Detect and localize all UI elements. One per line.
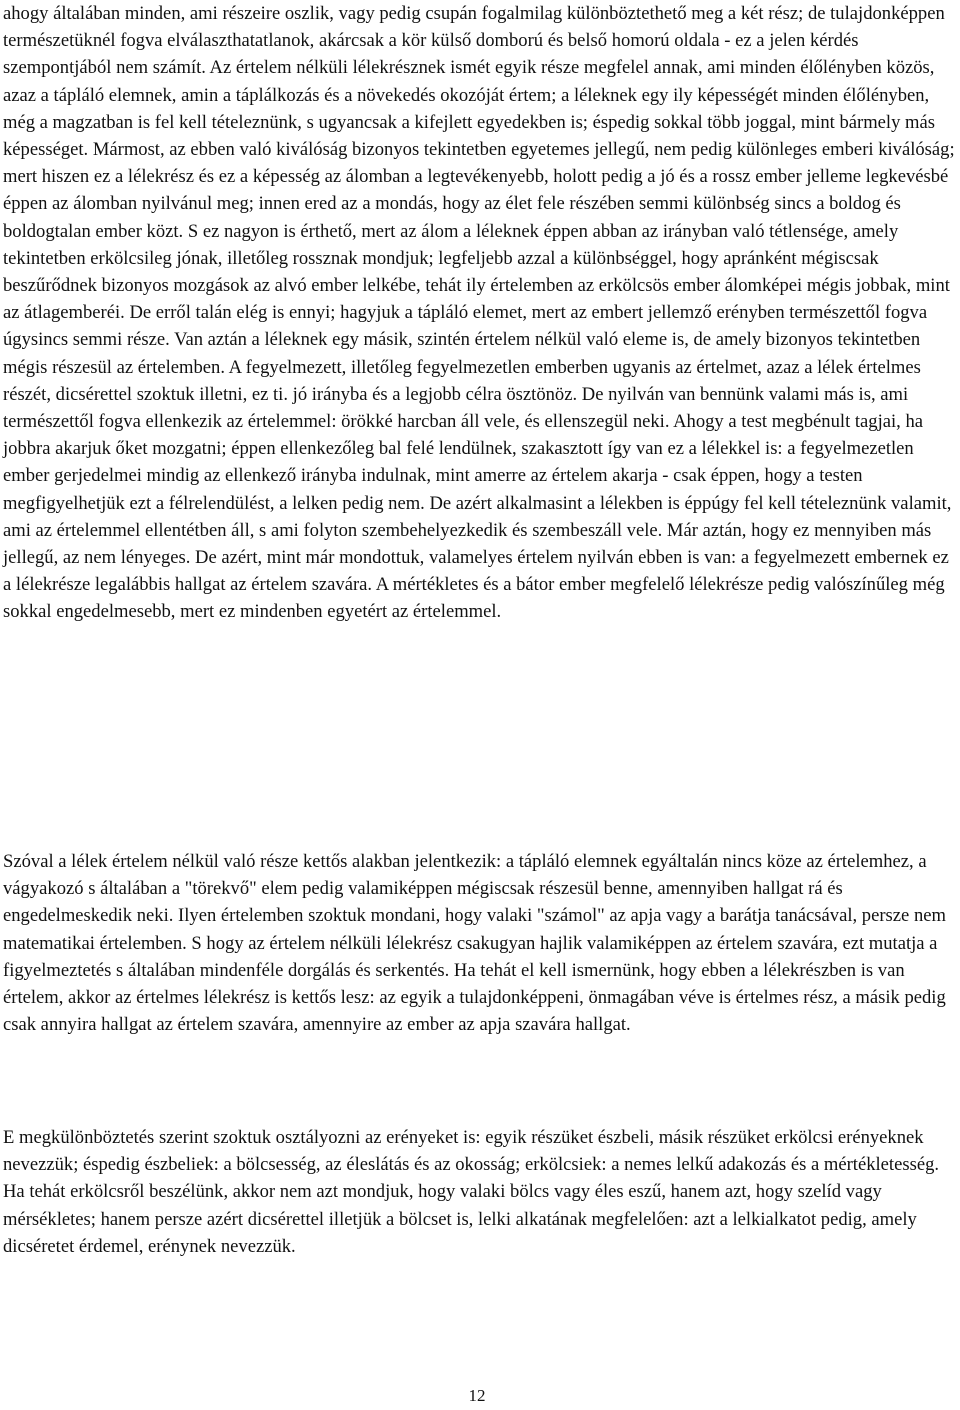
document-page — [3, 0, 955, 1410]
paragraph-1: ahogy általában minden, ami részeire oszlik, vagy pedig csupán fogalmilag különböztethető meg a két rész; de tulajdonképpen természetüknél fogva elválaszthatatlanok, akárcsak a kör külső domború és belső homorú oldala - ez a jelen kérdés szempontjából nem számít. Az értelem nélküli lélekrésznek ismét egyik része megfelel annak, ami minden élőlényben közös, azaz a tápláló elemnek, amin a táplálkozás és a növekedés okozóját értem; a léleknek egy ily képességét minden élőlényben, még a magzatban is fel kell tételeznünk, s ugyancsak a kifejlett egyedekben is; éspedig sokkal több joggal, mint bármely más képességet. Mármost, az ebben való kiválóság bizonyos tekintetben egyetemes jellegű, nem pedig különleges emberi kiválóság; mert hiszen ez a lélekrész és ez a képesség az álomban a legtevékenyebb, holott pedig a jó és a rossz ember jelleme legkevésbé éppen az álomban nyilvánul meg; innen ered az a mondás, hogy az élet fele részében semmi különbség sincs a boldog és boldogtalan ember közt. S ez nagyon is érthető, mert az álom a léleknek éppen abban az irányban való tétlensége, amely tekintetben erkölcsileg jónak, illetőleg rossznak mondjuk; legfeljebb azzal a különbséggel, hogy apránként mégiscsak beszűrődnek bizonyos mozgások az alvó ember lelkébe, tehát ily értelemben az erkölcsös ember álomképei mégis jobbak, mint az átlagemberéi. De erről talán elég is ennyi; hagyjuk a tápláló elemet, mert az embert jellemző erényben természettől fogva úgysincs semmi része. Van aztán a léleknek egy másik, szintén értelem nélkül való eleme is, de amely bizonyos tekintetben mégis részesül az értelemben. A fegyelmezett, illetőleg fegyelmezetlen emberben ugyanis az értelmet, azaz a lélek értelmes részét, dicsérettel szoktuk illetni, ez ti. jó irányba és a legjobb célra ösztönöz. De nyilván van bennünk valami más is, ami természettől fogva ellenkezik az értelemmel: örökké harcban áll vele, és ellenszegül neki. Ahogy a test megbénult tagjai, ha jobbra akarjuk őket mozgatni; éppen ellenkezőleg bal felé lendülnek, szakasztott így van ez a lélekkel is: a fegyelmezetlen ember gerjedelmei mindig az ellenkező irányba indulnak, mint amerre az értelem akarja - csak éppen, hogy a testen megfigyelhetjük ezt a félrelendülést, a lelken pedig nem. De azért alkalmasint a lélekben is éppúgy fel kell tételeznünk valamit, ami az értelemmel ellentétben áll, s ami folyton szembehelyezkedik és szembeszáll vele. Már aztán, hogy ez mennyiben más jellegű, az nem lényeges. De azért, mint már mondottuk, valamelyes értelem nyilván ebben is van: a fegyelmezett embernek ez a lélekrésze legalábbis hallgat az értelem szavára. A mértékletes és a bátor ember megfelelő lélekrésze pedig valószínűleg még sokkal engedelmesebb, mert ez mindenben egyetért az értelemmel. — [3, 3, 955, 623]
page-number: 12 — [468, 1386, 486, 1405]
paragraph-3: E megkülönböztetés szerint szoktuk osztályozni az erényeket is: egyik részüket észbeli, másik részüket erkölcsi erényeknek nevezzük; éspedig észbeliek: a bölcsesség, az éleslátás és az okosság; erkölcsiek: a nemes lelkű adakozás és a mértékletesség. Ha tehát erkölcsről beszélünk, akkor nem azt mondjuk, hogy valaki bölcs vagy éles eszű, hanem azt, hogy szelíd vagy mérsékletes; hanem persze azért dicsérettel illetjük a bölcset is, lelki alkatának megfelelően: azt a lelkialkatot pedig, amely dicséretet érdemel, erénynek nevezzük. — [3, 1127, 940, 1257]
paragraph-2: Szóval a lélek értelem nélkül való része kettős alakban jelentkezik: a tápláló elemnek egyáltalán nincs köze az értelemhez, a vágyakozó s általában a "törekvő" elem pedig valamiképpen mégiscsak részesül benne, amennyiben hallgat rá és engedelmeskedik neki. Ilyen értelemben szoktuk mondani, hogy valaki "számol" az apja vagy a barátja tanácsával, persze nem matematikai értelemben. S hogy az értelem nélküli lélekrész csakugyan hajlik valamiképpen az értelem szavára, ezt mutatja a figyelmeztetés s általában mindenféle dorgálás és serkentés. Ha tehát el kell ismernünk, hogy ebben a lélekrészben is van értelem, akkor az értelmes lélekrész is kettős lesz: az egyik a tulajdonképpeni, önmagában véve is értelmes rész, a másik pedig csak annyira hallgat az értelem szavára, amennyire az ember az apja szavára hallgat. — [3, 851, 946, 1036]
